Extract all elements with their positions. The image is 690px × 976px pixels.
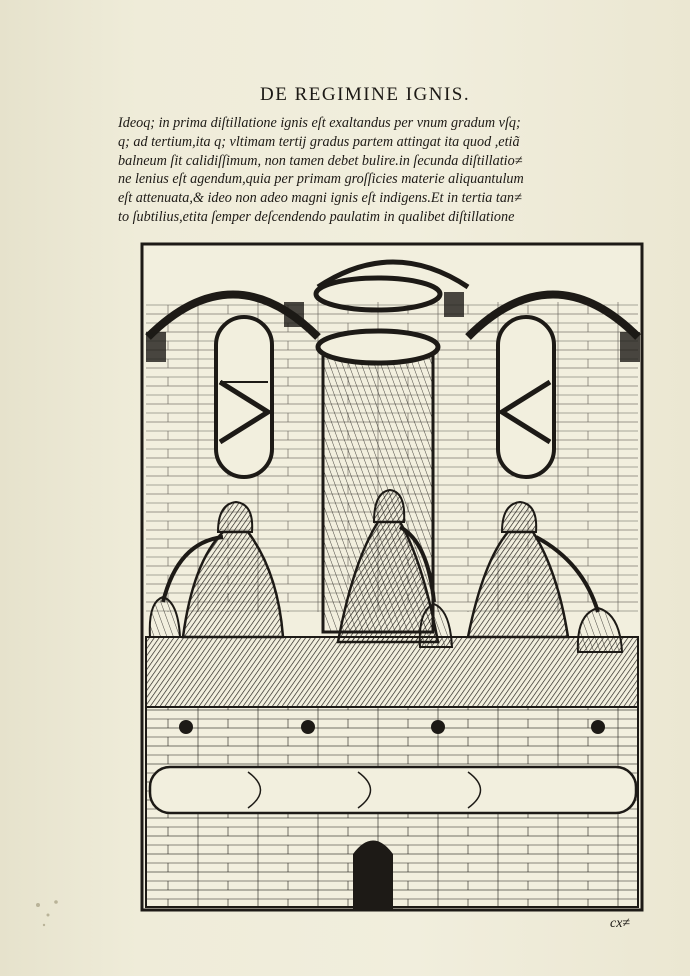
text-line: to ſubtilius,etita ſemper deſcendendo paulatim in qualibet diſtillatione: [118, 208, 515, 225]
signature-mark: cx≠: [610, 916, 631, 931]
page-heading: DE REGIMINE IGNIS.: [260, 84, 471, 105]
paper-stain: [18, 880, 78, 940]
alembic-woodcut-illustration: [138, 242, 648, 914]
text-line: Ideoq; in prima diſtillatione ignis eſt exaltandus per vnum gradum vſq;: [118, 115, 521, 131]
body-text: [118, 114, 586, 227]
text-line: balneum ſit calidiſſimum, non tamen debet bulire.in ſecunda diſtillatio≠: [118, 152, 523, 169]
text-line: ne lenius eſt agendum,quia per primam groſſicies materie aliquantulum: [118, 171, 524, 188]
text-line: eſt attenuata,& ideo non adeo magni ignis eſt indigens.Et in tertia tan≠: [118, 190, 522, 207]
text-line: q; ad tertium,ita q; vltimam tertij gradus partem attingat ita quod ,etiã: [118, 133, 520, 150]
